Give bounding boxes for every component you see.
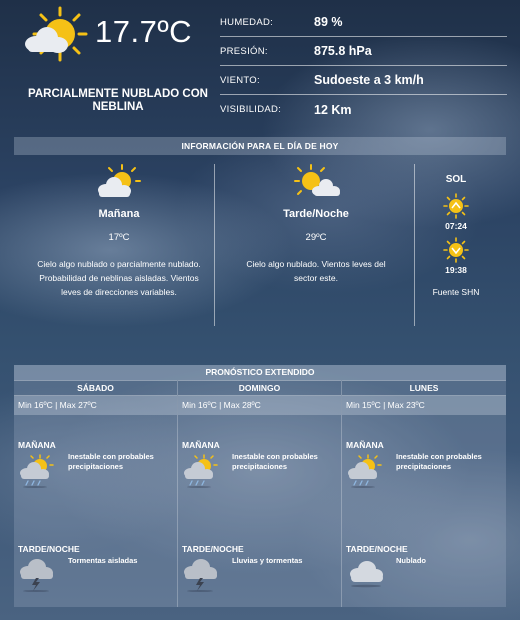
day-morning-block	[178, 440, 342, 490]
day-morning-block	[342, 440, 506, 490]
period-morning	[34, 164, 204, 299]
sun-cloud-rain-icon	[346, 454, 386, 488]
block-title: TARDE/NOCHE	[346, 544, 408, 554]
period-description: Cielo algo nublado o parcialmente nublado. Probabilidad de neblinas aisladas. Vientos leves de direcciones variables.	[37, 259, 201, 297]
day-minmax: Min 15ºC | Max 23ºC	[342, 396, 506, 415]
stat-value: 12 Km	[314, 102, 352, 117]
sun-panel	[416, 174, 496, 297]
day-name: LUNES	[342, 380, 506, 396]
block-description: Inestable con probables precipitaciones	[232, 452, 318, 471]
stat-label: VIENTO:	[220, 74, 260, 86]
period-title: Mañana	[98, 208, 140, 220]
extended-header: PRONÓSTICO EXTENDIDO	[14, 365, 506, 380]
storm-cloud-icon	[182, 558, 222, 592]
divider	[414, 164, 415, 326]
stat-humidity	[220, 8, 507, 37]
day-name: DOMINGO	[178, 380, 341, 396]
block-title: MAÑANA	[182, 440, 220, 450]
block-description: Inestable con probables precipitaciones	[68, 452, 154, 471]
day-afternoon-block	[14, 544, 178, 594]
block-description: Nublado	[396, 556, 426, 565]
day-minmax: Min 16ºC | Max 28ºC	[178, 396, 341, 415]
day-minmax: Min 16ºC | Max 27ºC	[14, 396, 177, 415]
period-title: Tarde/Noche	[283, 208, 349, 220]
sunrise-icon	[416, 193, 496, 219]
sun-cloud-rain-icon	[18, 454, 58, 488]
sunset-time: 19:38	[445, 265, 467, 275]
block-title: TARDE/NOCHE	[18, 544, 80, 554]
stat-label: HUMEDAD:	[220, 16, 274, 28]
stat-value: 875.8 hPa	[314, 44, 372, 58]
day-column-sunday	[178, 380, 342, 607]
partly-cloudy-icon	[20, 6, 90, 68]
block-description: Inestable con probables precipitaciones	[396, 452, 482, 471]
day-afternoon-block	[342, 544, 506, 594]
current-conditions	[0, 0, 520, 130]
sun-cloud-rain-icon	[182, 454, 222, 488]
block-description: Tormentas aisladas	[68, 556, 138, 565]
stat-label: VISIBILIDAD:	[220, 104, 282, 115]
stat-pressure	[220, 37, 507, 66]
day-name: SÁBADO	[14, 380, 177, 396]
stat-value: Sudoeste a 3 km/h	[314, 73, 424, 87]
today-header: INFORMACIÓN PARA EL DÍA DE HOY	[14, 137, 506, 155]
day-afternoon-block	[178, 544, 342, 594]
storm-cloud-icon	[18, 558, 58, 592]
day-column-monday	[342, 380, 506, 607]
today-section	[14, 164, 506, 326]
block-title: TARDE/NOCHE	[182, 544, 244, 554]
stat-visibility	[220, 95, 507, 124]
period-temperature: 29ºC	[305, 232, 327, 243]
current-stats	[220, 8, 507, 124]
block-description: Lluvias y tormentas	[232, 556, 303, 565]
sun-source: Fuente SHN	[432, 287, 480, 297]
forecast-days	[14, 380, 506, 607]
block-title: MAÑANA	[18, 440, 56, 450]
period-description: Cielo algo nublado. Vientos leves del sector este.	[246, 259, 386, 283]
period-temperature: 17ºC	[108, 232, 130, 243]
cloudy-icon	[346, 558, 386, 592]
stat-label: PRESIÓN:	[220, 45, 268, 57]
sunrise-time: 07:24	[445, 221, 467, 231]
day-morning-block	[14, 440, 178, 490]
day-column-saturday	[14, 380, 178, 607]
stat-wind	[220, 66, 507, 95]
partly-cloudy-icon	[236, 164, 396, 202]
divider	[214, 164, 215, 326]
current-temperature: 17.7ºC	[95, 14, 193, 49]
sun-title: SOL	[445, 174, 467, 185]
sunset-icon	[416, 237, 496, 263]
current-description: PARCIALMENTE NUBLADO CON NEBLINA	[28, 88, 208, 113]
partly-cloudy-icon	[34, 164, 204, 202]
stat-value: 89 %	[314, 15, 343, 29]
extended-forecast	[14, 365, 506, 607]
block-title: MAÑANA	[346, 440, 384, 450]
period-afternoon	[236, 164, 396, 285]
